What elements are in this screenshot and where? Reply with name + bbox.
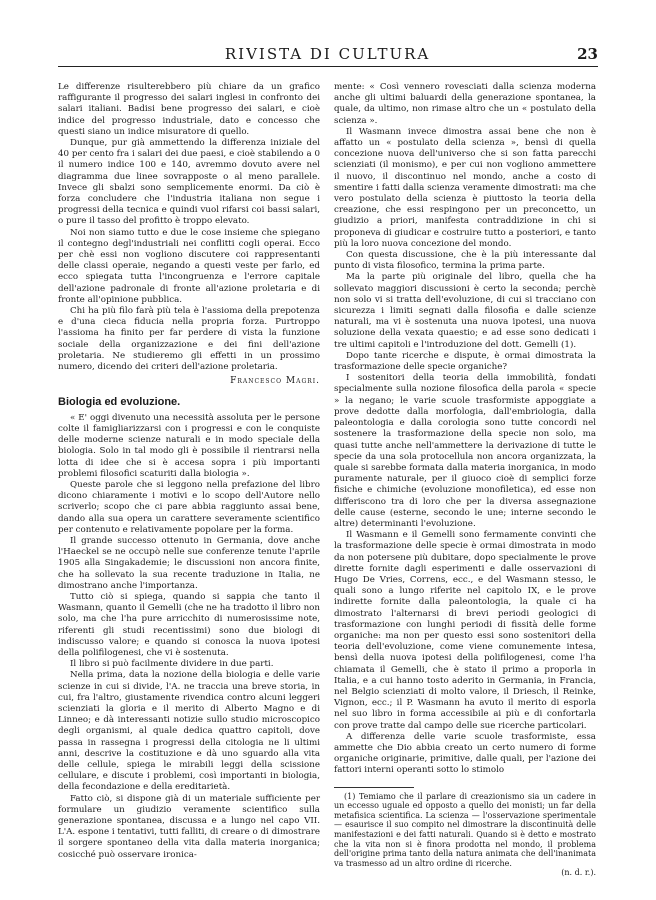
paragraph: « E' oggi divenuto una necessità assoluta per le persone colte il famigliarizzarsi con i progressi e con le conquiste delle moderne scienze naturali e in modo speciale della biologia. Solo in tal modo gli è possibile il rientrarsi nella lotta di idee che si è accesa sopra i più importanti problemi filosofici scaturiti dalla biologia ».: [58, 412, 320, 479]
paragraph: Dunque, pur già ammettendo la differenza iniziale del 40 per cento fra i salari dei due paesi, e cioè stabilendo a 0 il numero indice 100 e 140, avremmo dovuto avere nel diagramma due linee sovrapposte o al meno parallele. Invece gli sbalzi sono semplicemente enormi. Da ciò è forza concludere che l'industria italiana non segue i progressi della tecnica e quindi vuol rifarsi coi bassi salari, o pure il tasso del profitto è troppo elevato.: [58, 138, 320, 227]
paragraph: Dopo tante ricerche e dispute, è ormai dimostrata la trasformazione delle specie organiche?: [334, 350, 596, 373]
paragraph: Il libro si può facilmente dividere in due parti.: [70, 659, 274, 670]
paragraph: Le differenze risulterebbero più chiare da un grafico raffigurante il progresso dei salari inglesi in confronto dei salari italiani. Badisi bene progresso dei salari, e cioè indice del progresso industriale, dato e concesso che questi siano un indice misuratore di quello.: [58, 82, 320, 137]
paragraph: A differenza delle varie scuole trasformiste, essa ammette che Dio abbia creato un certo numero di forme organiche originarie, primitive, dalle quali, per l'azione dei fattori interni operanti sotto lo stimolo: [334, 731, 596, 776]
paragraph: Fatto ciò, si dispone già di un materiale sufficiente per formulare un giudizio veramente scientifico sulla generazione spontanea, discussa e a lungo nel capo VII. L'A. espone i tentativi, tutti falliti, di creare o di dimostrare il sorgere spontaneo della vita dalla materia inorganica; cosicché può osservare ironica-: [58, 793, 320, 860]
footnote-signature: (n. d. r.).: [561, 868, 596, 878]
left-column: [58, 82, 320, 861]
paragraph: I sostenitori della teoria della immobilità, fondati specialmente sulla nozione filosofica della parola « specie » la negano; le varie scuole trasformiste appoggiate a prove dedotte dalla morfologia, dall'embriologia, dalla paleontologia e dalla corologia sono tutte concordi nel sostenere la trasformazione della specie non solo, ma quasi tutte anche nell'ammettere la derivazione di tutte le specie da una sola protocellula non ancora organizzata, la quale si sarebbe formata dalla materia inorganica, in modo puramente naturale, per il giuoco cioè di semplici forze fisiche e chimiche (evoluzione monofiletica), ed esse non differiscono tra di loro che per la diversa assegnazione delle cause (esterne, secondo le une; interne secondo le altre) determinanti l'evoluzione.: [334, 373, 596, 529]
paragraph: Noi non siamo tutto e due le cose insieme che spiegano il contegno degl'industriali nei conflitti cogli operai. Ecco per chè essi non vogliono discutere coi rappresentanti delle classi operaie, negando a questi veste per farlo, ed ecco spiegata tutta l'incongruenza e l'errore capitale dell'azione padronale di fronte all'azione proletaria e di fronte all'opinione pubblica.: [58, 227, 320, 305]
author-signature: Francesco Magri.: [230, 376, 320, 387]
right-column: [334, 82, 596, 878]
page-number: 23: [577, 45, 598, 63]
paragraph: Il Wasmann e il Gemelli sono fermamente convinti che la trasformazione delle specie è ormai dimostrata in modo da non potersene più dubitare, dopo specialmente le prove dirette fornite dagli esperimenti e dalle osservazioni di Hugo De Vries, Correns, ecc., e del Wasmann stesso, le quali sono a lungo riferite nel capitolo IX, e le prove indirette fornite dalla paleontologia, la quale ci ha dimostrato l'alternarsi di brevi periodi geologici di trasformazione con lunghi periodi di fissità delle forme organiche: ma non per questo essi sono sostenitori della teoria dell'evoluzione, come viene comunemente intesa, bensì della nuova ipotesi della polifilogenesi, come l'ha chiamata il Gemelli, che è stato il primo a proporla in Italia, e a cui hanno tosto aderito in Germania, in Francia, nel Belgio scienziati di molto valore, il Driesch, il Reinke, Vignon, ecc.; il P. Wasmann ha avuto il merito di esporla nel suo libro in forma accessibile ai più e di confortarla con prove tratte dal campo delle sue ricerche particolari.: [334, 530, 596, 731]
page-header: [58, 44, 598, 67]
paragraph: Tutto ciò si spiega, quando si sappia che tanto il Wasmann, quanto il Gemelli (che ne ha tradotto il libro non solo, ma che l'ha pure arricchito di numerosissime note, riferenti gli studi recentissimi) sono due biologi di indiscusso valore; e quando si conosca la nuova ipotesi della polifilogenesi, che vi è sostenuta.: [58, 591, 320, 658]
footnote-divider: [334, 787, 414, 788]
paragraph: Ma la parte più originale del libro, quella che ha sollevato maggiori discussioni è certo la seconda; perchè non solo vi si tratta dell'evoluzione, di cui si tracciano con sicurezza i limiti segnati dalla filosofia e dalle scienze naturali, ma vi è sostenuta una nuova ipotesi, una nuova soluzione della vexata quaestio; e ad esse sono dedicati i tre ultimi capitoli e l'introduzione del dott. Gemelli (1).: [334, 272, 596, 350]
paragraph: Il Wasmann invece dimostra assai bene che non è affatto un « postulato della scienza », bensì di quella concezione nuova dell'universo che si son fatta parecchi scienziati (il monismo), e per cui non vogliono ammettere il nuovo, il discontinuo nel mondo, anche a costo di smentire i fatti dalla scienza veramente dimostrati: ma che vero postulato della scienza è piuttosto la teoria della creazione, che essi respingono per un preconcetto, un giudizio a priori, manifesta contraddizione in chi si proponeva di giudicar e costruire tutto a posteriori, e tanto più la loro nuova concezione del mondo.: [334, 126, 596, 249]
paragraph: Il grande successo ottenuto in Germania, dove anche l'Haeckel se ne occupò nelle sue conferenze tenute l'aprile 1905 alla Singakademie; le discussioni non ancora finite, che ha sollevato la sua recente traduzione in Italia, ne dimostrano anche l'importanza.: [58, 535, 320, 591]
paragraph: Chi ha più filo farà più tela è l'assioma della prepotenza e d'una cieca fiducia nella propria forza. Purtroppo l'assioma ha finito per far perdere di vista la funzione sociale della organizzazione e dei fini dell'azione proletaria. Ne studieremo gli effetti in un prossimo numero, dicendo dei criteri dell'azione proletaria.: [58, 306, 320, 373]
paragraph: mente: « Così vennero rovesciati dalla scienza moderna anche gli ultimi baluardi della generazione spontanea, la quale, da ultimo, non rimase altro che un « postulato della scienza ».: [334, 82, 596, 126]
paragraph: Queste parole che si leggono nella prefazione del libro dicono chiaramente i motivi e lo scopo dell'Autore nello scriverlo; scopo che ci pare abbia raggiunto assai bene, dando alla sua opera un carattere severamente scientifico per contenuto e relativamente popolare per la forma.: [58, 479, 320, 535]
running-title: RIVISTA DI CULTURA: [224, 45, 431, 63]
footnote: (1) Temiamo che il parlare di creazionismo sia un cadere in un eccesso uguale ed opposto a quello dei monisti; un far della metafisica scientifica. La scienza — l'osservazione sperimentale — esaurisce il suo compito nel dimostrare la discontinuità delle manifestazioni e dei fatti naturali. Quando si è detto e mostrato che la vita non si è finora prodotta nel mondo, il problema dell'origine prima tanto della natura animata che dell'inanimata va trasmesso ad un altro ordine di ricerche.: [334, 791, 596, 868]
paragraph: Con questa discussione, che è la più interessante dal punto di vista filosofico, termina la prima parte.: [334, 250, 596, 272]
footnotes: [334, 792, 596, 878]
paragraph: Nella prima, data la nozione della biologia e delle varie scienze in cui si divide, l'A. ne traccia una breve storia, in cui, fra l'altro, giustamente rivendica contro alcuni leggeri scienziati la gloria e il merito di Alberto Magno e di Linneo; e dà interessanti notizie sullo studio microscopico degli organismi, al quale dedica quattro capitoli, dove passa in rassegna i progressi della citologia ne li ultimi anni, descrive la costituzione e dà uno sguardo alla vita delle cellule, spiega le mirabili leggi della scissione cellulare, e discute i problemi, così importanti in biologia, della fecondazione e della ereditarietà.: [58, 670, 320, 793]
section-title: Biologia ed evoluzione.: [58, 396, 181, 409]
